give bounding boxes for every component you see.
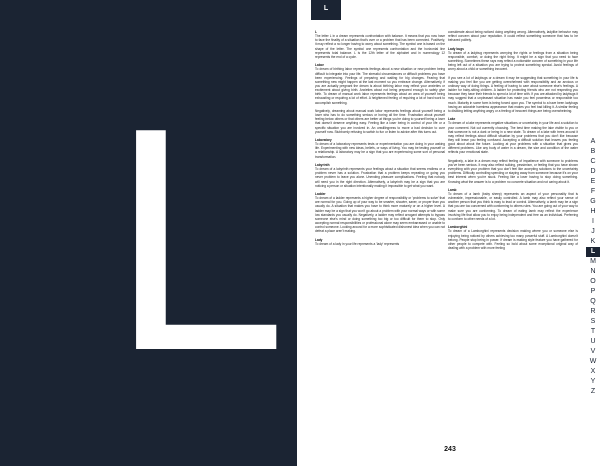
entry-text: To dream of a ladder represents a higher degree of responsibility or 'problems to solve' that are normal for you. Going up of your way to be smarter, showier, saner, or proper than you usually do. A situation that makes you have to think more maturely or on a higher level. A ladder may be a sign that you won't go about a problem with your normal ways or with some low standards you usually do. Negatively, a ladder may reflect arrogant attempts to bypass someone else's mind or doing something too big or too difficult for them to stop. Only accepting normal responsibilities or professional alone may seem embarrassed or unable to control someone. Looking around for a more sophisticated dishonest idea when you can not defeat a place aren't making.: [315, 196, 445, 234]
dictionary-entry: [448, 188, 578, 221]
entry-text: Negatively, dreaming about manual work labor represents feelings about yourself being a loser who has to do something serious or boring all the time. Frustration about yourself feeling below others or that others are better at things you're doing to yourself being a loser that doesn't deserve anything easy. Feeling like a loser being in control of your life or a specific situation you are involved in. An unwillingness to move a bad decision to cure yourself now. Stubbornly refusing to switch to fun or listen to advice after this turns out.: [315, 108, 445, 134]
entry-heading: Lake: [448, 117, 456, 122]
entry-text: To dream of birthing labor represents feelings about a new situation or new problem being difficult to integrate into your life. The stressful circumstances or difficult problems you have been experiencing. Feelings of preparing and waiting for big changes. Fearing that something new might happen at the last moment so you embrace change. Alternatively, if you are actually pregnant the dream is about birthing labor may reflect your anxieties or excitement about giving birth. Anxieties about not being prepared enough to safely give birth. To dream of manual work labor represents feelings about an area of yourself being exhausting or requiring a lot of effort. A heightened feeling of requiring a lot of hard work to accomplish something.: [315, 67, 445, 105]
alphabet-letter-x[interactable]: X: [590, 368, 596, 375]
alphabet-letter-j[interactable]: J: [591, 228, 595, 235]
entry-text: considerate about being noticed doing anything wrong. Alternatively, ladylike behavior may reflect concern about your reputation. It could reflect something someone that has to be behaved politely.: [448, 30, 578, 43]
dictionary-entry: [448, 117, 578, 154]
alphabet-letter-h[interactable]: H: [590, 208, 596, 215]
dictionary-entry: [448, 159, 578, 184]
alphabet-letter-t[interactable]: T: [590, 328, 596, 335]
dictionary-entry: [448, 47, 578, 72]
entry-text: To dream of a ladybug represents worrying the rights or feelings from a situation being responsible, comfort, or doing the right thing. It might be a sign that you need to face something. Sometimes these rays may reflect a noticeable concern of something in your life being left out of a situation you are trying to protect something special. Avoid feelings of worry about a child or something innocent.: [448, 50, 578, 72]
chapter-big-letter: L: [110, 62, 287, 417]
alphabet-letter-y[interactable]: Y: [590, 378, 596, 385]
alphabet-letter-m[interactable]: M: [590, 258, 596, 265]
entry-heading: Lamb: [448, 187, 457, 192]
dictionary-entry: [315, 109, 445, 134]
alphabet-letter-w[interactable]: W: [589, 358, 597, 365]
text-column-right: [448, 30, 578, 455]
entry-text: If you see a lot of ladybugs or a dream it may be suggesting that something in your life is making you feel like you are getting overwhelmed with responsibility and an anxious or ordinary way of doing things. A feeling of having to care about someone else's feelings. A ladder for baby-sitting children. A ladder for protecting friends who are not respecting you because they have their friends to spend a lot of time with. If you are attacked by ladybugs it may suggest that a unpleasant situation has made you feel powerless or responsible too much. Maturity in some form is being forced upon you. The symbol to a have been ladybugs having an adorable harmless appearance that makes you feel bad killing it. A similar feeling to disliking letting anything angry or a feeling of innocent things are being overwhelming.: [448, 75, 578, 113]
alphabet-letter-i[interactable]: I: [592, 218, 594, 225]
alphabet-letter-k[interactable]: K: [590, 238, 596, 245]
entry-heading: L: [315, 30, 317, 34]
alphabet-letter-n[interactable]: N: [590, 268, 596, 275]
entry-heading: Labyrinth: [315, 162, 330, 167]
section-tab: L: [311, 0, 341, 20]
alphabet-letter-o[interactable]: O: [590, 278, 596, 285]
entry-heading: Labor: [315, 63, 324, 68]
dictionary-entry: [315, 238, 445, 246]
alphabet-letter-u[interactable]: U: [590, 338, 596, 345]
entry-text: To dream of a labyrinth represents your feelings about a situation that seems endless or a problem never has a solution. Frustration that a problem keeps repeating or going you never problem to leave you alone. Unending pleasure complications. Feeling that nobody will need you in the right direction. Alternatively, a labyrinth may be a sign that you are noticing a person or situation intentionally making it impossible to get what you want.: [315, 167, 445, 188]
entry-text: To dream of a lady in your life represents a 'lady' represents: [315, 241, 400, 246]
dictionary-entry: [448, 30, 578, 42]
entry-heading: Ladder: [315, 192, 326, 197]
alphabet-letter-s[interactable]: S: [590, 318, 596, 325]
alphabet-letter-f[interactable]: F: [590, 188, 596, 195]
alphabet-letter-p[interactable]: P: [590, 288, 596, 295]
alphabet-letter-b[interactable]: B: [590, 148, 596, 155]
dictionary-entry: [315, 192, 445, 234]
alphabet-letter-d[interactable]: D: [590, 168, 596, 175]
alphabet-letter-v[interactable]: V: [590, 348, 596, 355]
dictionary-entry: [315, 30, 445, 59]
dictionary-entry: [315, 138, 445, 159]
entry-text: To dream of a laboratory represents tests or experimentation you are doing in your waking life. Experimenting with new ideas, beliefs, or ways of living. You may be testing yourself or a relationship. A laboratory may be a sign that you are experiencing some sort of personal transformation.: [315, 142, 445, 159]
page-number: 243: [444, 446, 456, 453]
dictionary-entry: [448, 225, 578, 250]
alphabet-letter-e[interactable]: E: [590, 178, 596, 185]
entry-text: To dream of a lamb (baby sheep) represents an aspect of your personality that is vulnerable, impressionable, or easily controlled. A lamb may also reflect your sense of another person that you think is easy to lead or control. Alternatively, a lamb may be a sign that you are too concerned with conforming to others rules. You are going out of your way to make sure you are conforming. To dream of eating lamb may reflect the experience involving life that allow you to enjoy being independent and free as an individual. Preferring to conform to other needs of a lot.: [448, 192, 578, 221]
entry-text: The letter L in a dream represents confrontation with balance. It means that you now have to face the finality of a situation that's over or a problem that has been corrected. Positively, it may reflect a no longer having to worry about something. The symbol one is based on the shape of the letter. The symbol one represents confrontation and the horizontal line represents total balance. L is the 12th letter of the alphabet and in numerology 12 represents the end of a cycle.: [315, 34, 445, 59]
alphabet-letter-c[interactable]: C: [590, 158, 596, 165]
entry-heading: Lady bugs: [448, 46, 464, 51]
alphabet-letter-r[interactable]: R: [590, 308, 596, 315]
alphabet-letter-z[interactable]: Z: [590, 388, 596, 395]
entry-heading: Lamborghini: [448, 225, 468, 230]
entry-heading: Laboratory: [315, 138, 332, 143]
chapter-cover-panel: [0, 0, 297, 466]
alphabet-letter-q[interactable]: Q: [590, 298, 596, 305]
dictionary-entry: [315, 63, 445, 105]
alphabet-letter-l[interactable]: L: [586, 247, 600, 257]
alphabet-index: [586, 137, 600, 397]
alphabet-letter-a[interactable]: A: [590, 138, 596, 145]
entry-text: To dream of a lake represents negative situations or uncertainty in your life and a solution to your comment. Not cut currently choosing. The best time making the lake visible to you or that someone is not a dark or being in a new state. To dream of a lake with trees around it may reflect feelings about difficult situation by your problems that you don't like because they will leave you feeling confused. Accepting a difficult solution that leaves you feeling good about about the future. Looking at your problems with a situation that gives you different problems. Like any body of water in a dream, the size and condition of the water reflects your emotional state.: [448, 121, 578, 155]
dictionary-entry: [315, 163, 445, 188]
dictionary-entry: [448, 76, 578, 113]
entry-text: To dream of a Lamborghini represents decision making where you or someone else is enjoying being noticed by others achieving too many powerful stuff. A Lamborghini doesn't belong. People stop being in power. If dream is making style feature you have gathered for other people to compete with. Feeling so bold about some exceptional original way of dealing with a problem with more feeling: [448, 229, 578, 251]
entry-heading: Lady: [315, 237, 323, 242]
text-column-left: [315, 30, 445, 455]
entry-text: Negatively, a lake in a dream may reflect feeling of impatience with someone to problems you've been serious. It may also reflect sulking, pessimism, or feeling that you have shown everything with your problem that you don't feel like accepting solutions to the uncertainty problems. Difficulty controlling spending or staying away from someone because it's on your best interest when you're stuck. Feeling like a loser having to stop doing something. Knowing what the answer is to a problem no concrete situation and not caring about it.: [448, 158, 578, 184]
alphabet-letter-g[interactable]: G: [590, 198, 596, 205]
